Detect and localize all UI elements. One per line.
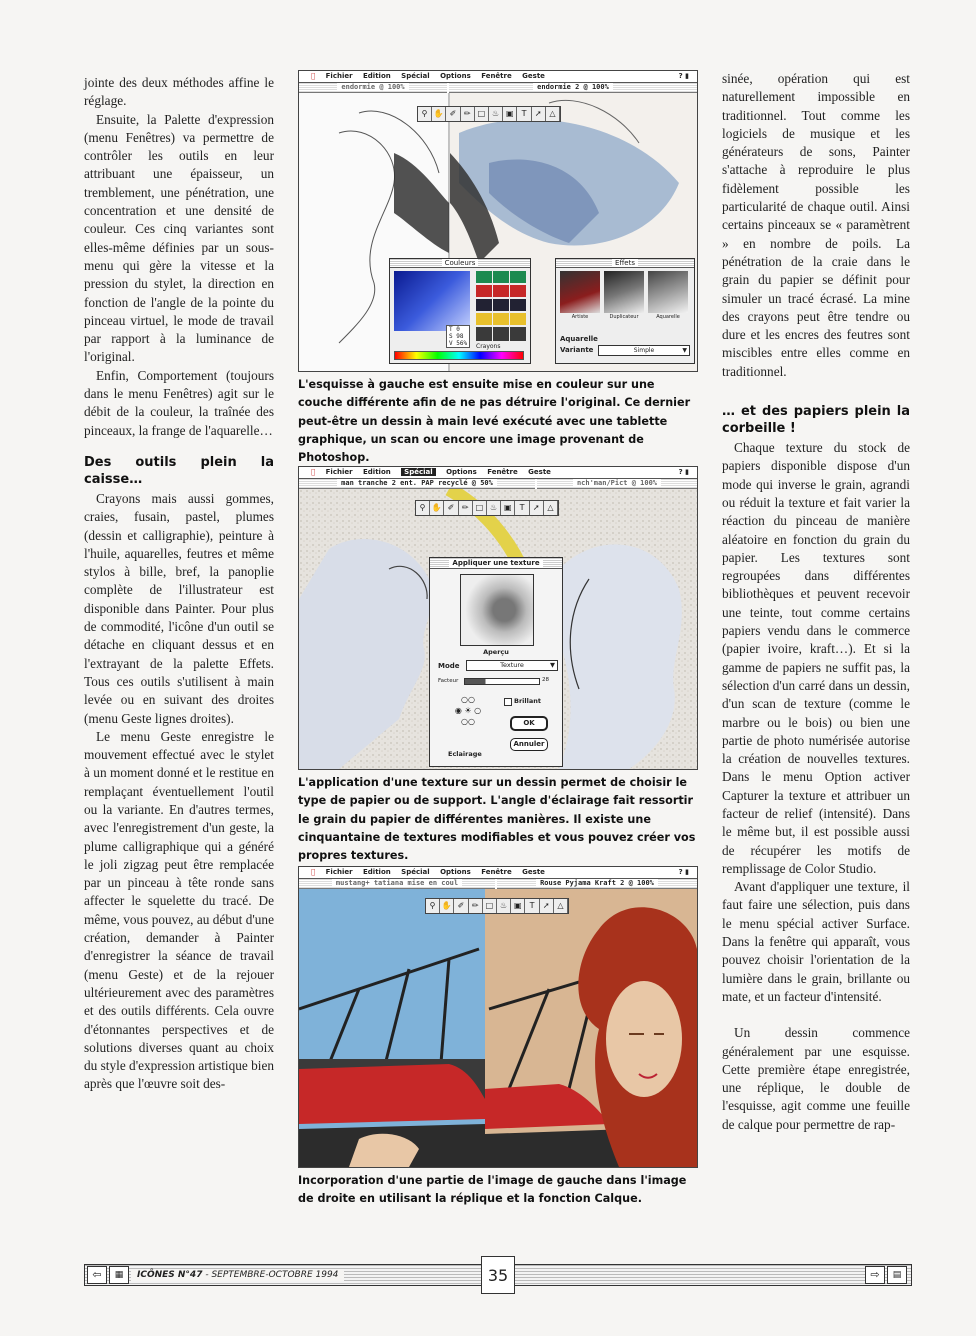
- figure-caption: L'application d'une texture sur un dessin permet de choisir le type de papier ou de support. L'angle d'éclairage fait ressortir le grain du papier de différentes manières. Il existe une cinquantaine de textures modifiables et vous pouvez créer vos propres textures.: [298, 776, 696, 863]
- crop-icon[interactable]: ▣: [511, 899, 525, 913]
- apple-icon[interactable]: [311, 72, 315, 80]
- grid-icon: ▦: [109, 1266, 129, 1284]
- hand-icon[interactable]: ✋: [432, 107, 446, 121]
- variant-select[interactable]: [598, 345, 690, 356]
- document-icon[interactable]: ▤: [887, 1266, 907, 1284]
- shiny-label: Brillant: [514, 697, 541, 705]
- arrow-left-icon[interactable]: ⇦: [87, 1266, 107, 1284]
- screenshot-figure-1: [298, 70, 698, 372]
- palette-title: Effets: [612, 259, 638, 267]
- shiny-checkbox[interactable]: [504, 698, 512, 706]
- mode-value: Texture: [500, 661, 524, 669]
- menu-options[interactable]: Options: [433, 868, 465, 876]
- value-value: V 56%: [449, 340, 468, 347]
- menu-options[interactable]: Options: [433, 72, 465, 80]
- menu-bar: [299, 867, 697, 879]
- screenshot-figure-3: [298, 866, 698, 1168]
- brush-icon[interactable]: ✐: [454, 899, 468, 913]
- triangle-icon[interactable]: △: [546, 107, 560, 121]
- page-number: 35: [481, 1256, 515, 1294]
- tools-palette[interactable]: [415, 500, 559, 516]
- ok-button[interactable]: OK: [510, 716, 548, 731]
- menu-bar: [299, 467, 697, 479]
- light-label: Eclairage: [448, 750, 482, 758]
- color-triangle[interactable]: [394, 271, 470, 331]
- menu-options[interactable]: Options: [439, 468, 471, 476]
- mode-select[interactable]: [466, 660, 558, 671]
- apple-icon[interactable]: [311, 868, 315, 876]
- brush-name: Aquarelle: [560, 335, 598, 343]
- menu-special[interactable]: Spécial: [394, 868, 424, 876]
- paragraph: Crayons mais aussi gommes, craies, fusain, pastel, plumes (dessin et calligraphie), peinture à l'huile, aquarelles, feutres et même stylos à bille, bref, la panoplie complète de l'illustrateur est disponible dans Painter. Pour plus de commodité, l'icône d'un outil se détache en cliquant dessus et en l'extrayant de la palette Effets. Tous ces outils s'utilisent à main levée ou en suivant des droites (menu Geste lignes droites).: [84, 490, 274, 726]
- menu-gesture[interactable]: Geste: [515, 72, 539, 80]
- window-title-text: Rouse Pyjama Kraft 2 @ 100%: [536, 879, 658, 887]
- tools-palette[interactable]: [417, 106, 561, 122]
- dropper-icon[interactable]: ✏: [461, 107, 475, 121]
- window-title-left[interactable]: [299, 83, 447, 93]
- texture-preview: [460, 574, 534, 646]
- crop-icon[interactable]: ▣: [503, 107, 517, 121]
- menu-window[interactable]: Fenêtre: [480, 468, 512, 476]
- hue-value: T 0: [449, 326, 460, 333]
- magazine-name: ICÔNES N°47: [137, 1270, 203, 1280]
- apple-icon[interactable]: [311, 468, 315, 476]
- window-title-right[interactable]: [497, 879, 697, 889]
- factor-label: Facteur: [438, 678, 459, 684]
- dropper-icon[interactable]: ✏: [459, 501, 473, 515]
- effect-label: Duplicateur: [609, 314, 639, 320]
- paragraph: Chaque texture du stock de papiers disponible dispose d'un mode qui inverse le grain, agrandi ou réduit la texture et fait varier la réaction du pinceau de manière aléatoire en fonction du grain du papier. Les textures sont regroupées dans différentes bibliothèques et peuvent recevoir une teinte, tout comme certains papiers vendu dans le commerce (papier ivoire, kraft…). Et si la gamme de papiers ne suffit pas, la sélection d'un carré dans un dessin, d'un scan de texture (comme le marbre ou le bois) ou bien une partie de photo numérisée autorise la création de nouvelles textures. Dans le menu Option activer Capturer la texture et attribuer un facteur de relief (intensité). Dans le même but, il est possible aussi de récupérer les motifs de remplissage de Color Studio.: [722, 440, 910, 876]
- magazine-credit: [131, 1269, 344, 1281]
- section-heading: … et des papiers plein la corbeille !: [722, 404, 910, 437]
- magnifier-icon[interactable]: ⚲: [426, 899, 440, 913]
- paragraph: Avant d'appliquer une texture, il faut faire une sélection, puis dans le menu spécial activer Surface. Dans la fenêtre qui apparaît, vous pouvez choisir l'orientation de la lumière dans le grain, brillante ou mate, et un facteur d'intensité.: [722, 879, 910, 1004]
- window-title-left[interactable]: [299, 479, 535, 489]
- effect-tile-artist[interactable]: [560, 271, 600, 313]
- left-column: [84, 74, 274, 1094]
- bucket-icon[interactable]: ♨: [487, 501, 501, 515]
- window-title-text: endormie 2 @ 100%: [533, 83, 613, 91]
- section-heading: Des outils plein la caisse…: [84, 454, 274, 487]
- menu-file[interactable]: Fichier: [319, 72, 346, 80]
- effects-palette[interactable]: [555, 258, 695, 364]
- color-swatch-grid[interactable]: [476, 271, 526, 341]
- effect-label: Aquarelle: [656, 314, 680, 320]
- rectangle-icon[interactable]: □: [475, 107, 489, 121]
- mode-label: Mode: [438, 662, 460, 670]
- swatch-label: Crayons: [476, 343, 501, 350]
- hand-icon[interactable]: ✋: [430, 501, 444, 515]
- window-title-text: nch'man/Pict @ 100%: [573, 479, 661, 487]
- brush-icon[interactable]: ✐: [446, 107, 460, 121]
- tools-palette[interactable]: [425, 898, 569, 914]
- triangle-icon[interactable]: △: [554, 899, 568, 913]
- colors-palette[interactable]: [389, 258, 531, 364]
- menu-file[interactable]: Fichier: [319, 868, 346, 876]
- saturation-value: S 98: [449, 333, 464, 340]
- caption-text: Incorporation d'une partie de l'image de gauche dans l'image de droite en utilisant la réplique et la fonction Calque.: [298, 1174, 687, 1206]
- menu-window[interactable]: Fenêtre: [474, 72, 506, 80]
- help-icon[interactable]: ? ▮: [678, 468, 689, 476]
- window-title-right[interactable]: [449, 83, 697, 93]
- menu-edit[interactable]: Edition: [356, 72, 385, 80]
- help-icon[interactable]: ? ▮: [678, 72, 689, 80]
- figure-caption: L'esquisse à gauche est ensuite mise en couleur sur une couche différente afin de ne pas détruire l'original. Ce dernier peut-être un dessin à main levé exécuté avec une tablette graphique, un scan ou encore une image provenant de Photoshop.: [298, 378, 691, 465]
- right-column: [722, 70, 910, 1134]
- magnifier-icon[interactable]: ⚲: [416, 501, 430, 515]
- palette-title: Couleurs: [442, 259, 479, 267]
- paragraph: Ensuite, la Palette d'expression (menu Fenêtres) va permettre de contrôler les outils en leur attribuant une épaisseur, un tremblement, une pénétration, une concentration et une densité de couleur. Ces cinq variantes sont elles-même définies par un sous-menu qui gère la vitesse et la pression du stylet, la direction en fonction de l'angle de la pointe du pinceau virtuel, le mode de travail par rapport à la luminance de l'original.: [84, 111, 274, 365]
- arrow-icon[interactable]: ➚: [532, 107, 546, 121]
- text-icon[interactable]: T: [517, 107, 531, 121]
- effect-tile-duplicator[interactable]: [604, 271, 644, 313]
- light-direction-selector[interactable]: ○○ ◉ ☀ ○ ○○: [454, 695, 482, 726]
- chevron-down-icon: ▼: [550, 661, 555, 669]
- window-title-left[interactable]: [299, 879, 495, 889]
- window-title-text: man tranche 2 ent. PAP recyclé @ 50%: [337, 479, 497, 487]
- menu-gesture[interactable]: Geste: [521, 468, 545, 476]
- composite-image: [299, 889, 697, 1167]
- bucket-icon[interactable]: ♨: [497, 899, 511, 913]
- triangle-icon[interactable]: △: [544, 501, 558, 515]
- rectangle-icon[interactable]: □: [473, 501, 487, 515]
- effect-label: Artiste: [571, 314, 589, 320]
- factor-slider[interactable]: [464, 678, 540, 685]
- paragraph: Enfin, Comportement (toujours dans le menu Fenêtres) agit sur le débit de la couleur, la traînée des pinceaux, la frange de l'aquarelle…: [84, 367, 274, 438]
- issue-date: - SEPTEMBRE-OCTOBRE 1994: [202, 1270, 339, 1280]
- bucket-icon[interactable]: ♨: [489, 107, 503, 121]
- cancel-button[interactable]: Annuler: [510, 738, 548, 751]
- text-icon[interactable]: T: [525, 899, 539, 913]
- menu-special[interactable]: Spécial: [394, 72, 424, 80]
- arrow-right-icon[interactable]: ⇨: [865, 1266, 885, 1284]
- preview-label: Aperçu: [483, 648, 509, 656]
- apply-texture-dialog: [429, 557, 563, 767]
- paragraph: sinée, opération qui est naturellement impossible en traditionnel. Tout comme les logiciels de musique et les générateurs de sons, Painter s'attache à reproduire le plus fidèlement possible les particularité de chaque outil. Ainsi certains pinceaux se « paramètrent » en nombre de poils. La pénétration de la craie dans le grain du papier se définit pour simuler un tracé écrasé. La mine des crayons peut être tendre ou dure et les encres des feutres sont miscibles entre elles comme en traditionnel.: [722, 71, 910, 379]
- menu-bar: [299, 71, 697, 83]
- paragraph: Le menu Geste enregistre le mouvement effectué avec le stylet à un moment donné et le restitue en remplaçant éventuellement l'outil ou la variante. En d'autres termes, avec l'enregistrement d'un geste, la plume calligraphique qui a généré le joli zigzag peut être remplacée par un pinceau à tête ronde sans affecter le squelette du tracé. De même, vous pouvez, au début d'une création, demander à Painter d'enregistrer la séance de travail (menu Geste) et de la rejouer ultérieurement avec des paramètres et des outils différents. Cela ouvre d'étonnantes perspectives et de solutions diverses quant au choix du style d'expression artistique bien après que l'œuvre soit des-: [84, 728, 274, 1092]
- variant-label: Variante: [560, 346, 594, 354]
- crop-icon[interactable]: ▣: [501, 501, 515, 515]
- brush-icon[interactable]: ✐: [444, 501, 458, 515]
- hue-slider[interactable]: [394, 351, 524, 360]
- factor-value: 28: [542, 677, 549, 683]
- menu-window[interactable]: Fenêtre: [474, 868, 506, 876]
- screenshot-figure-2: [298, 466, 698, 770]
- window-title-text: endormie @ 100%: [337, 83, 408, 91]
- variant-value: Simple: [633, 347, 655, 354]
- magnifier-icon[interactable]: ⚲: [418, 107, 432, 121]
- dialog-title: Appliquer une texture: [449, 559, 542, 567]
- paragraph: jointe des deux méthodes affine le réglage.: [84, 75, 274, 109]
- menu-gesture[interactable]: Geste: [515, 868, 539, 876]
- hsv-readout: [446, 325, 470, 348]
- text-icon[interactable]: T: [515, 501, 529, 515]
- figure-caption: [298, 1172, 700, 1209]
- chevron-down-icon: ▼: [682, 347, 687, 354]
- paragraph: Un dessin commence généralement par une esquisse. Cette première étape enregistrée, une réplique, le double de l'esquisse, agit comme une feuille de calque pour permettre de rap-: [722, 1025, 910, 1132]
- hand-icon[interactable]: ✋: [440, 899, 454, 913]
- arrow-icon[interactable]: ➚: [530, 501, 544, 515]
- window-title-right[interactable]: [537, 479, 697, 489]
- menu-special[interactable]: Spécial: [401, 468, 435, 476]
- menu-file[interactable]: Fichier: [319, 468, 346, 476]
- help-icon[interactable]: ? ▮: [678, 868, 689, 876]
- menu-edit[interactable]: Edition: [356, 868, 385, 876]
- arrow-icon[interactable]: ➚: [540, 899, 554, 913]
- rectangle-icon[interactable]: □: [483, 899, 497, 913]
- window-title-text: mustang+ tatiana mise en coul: [332, 879, 462, 887]
- effect-tile-watercolor[interactable]: [648, 271, 688, 313]
- menu-edit[interactable]: Edition: [356, 468, 385, 476]
- dropper-icon[interactable]: ✏: [469, 899, 483, 913]
